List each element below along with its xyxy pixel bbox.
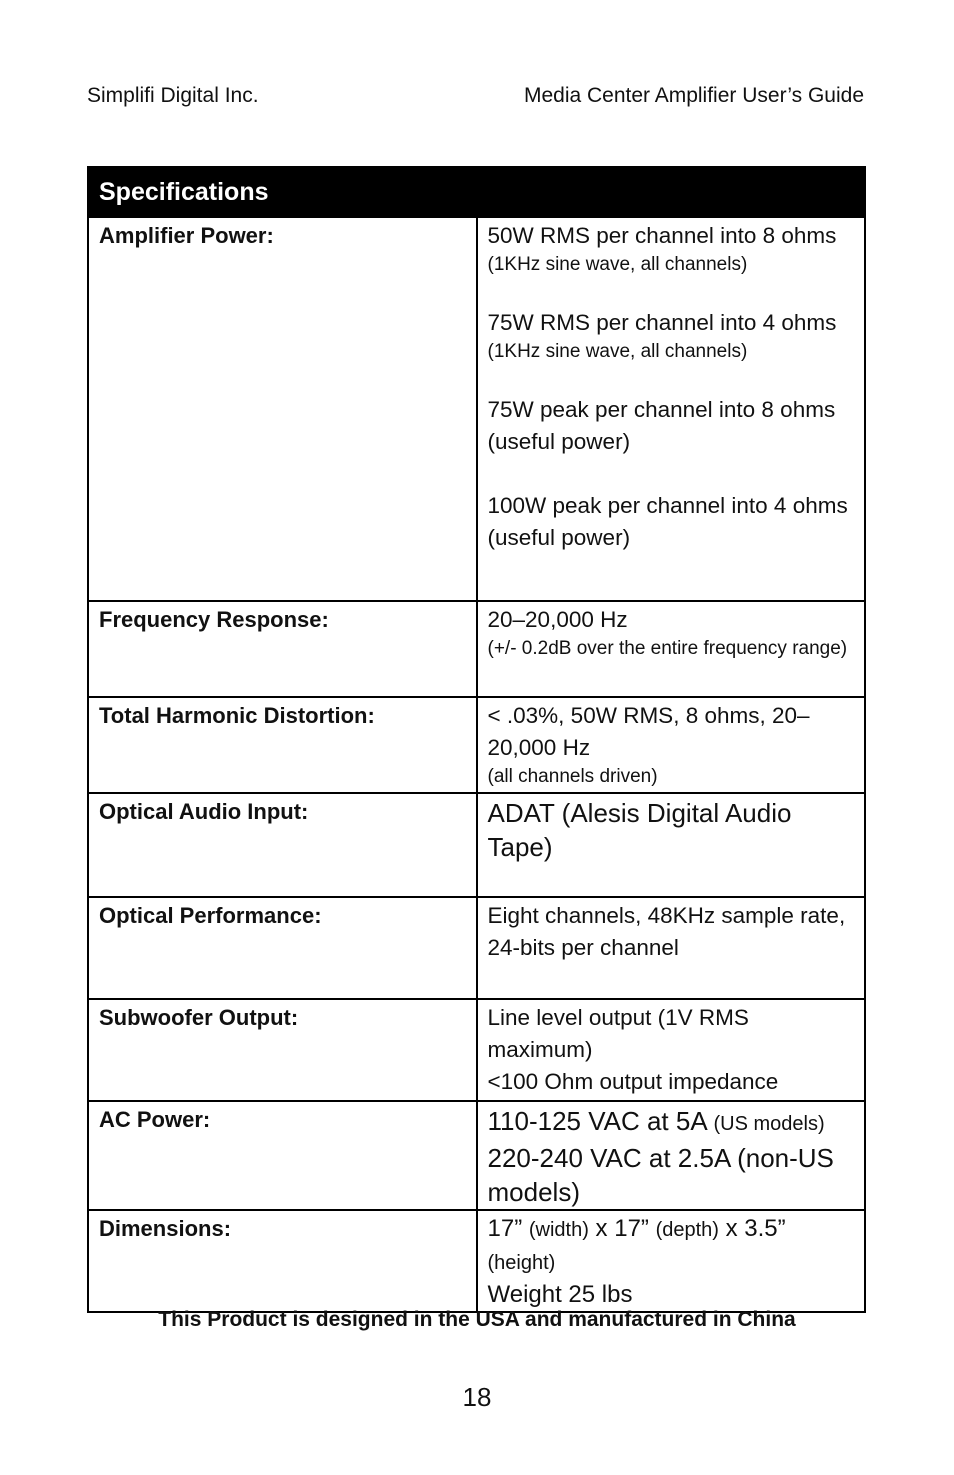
dim-depth-note: (depth) (655, 1219, 719, 1241)
spec-value (477, 1210, 866, 1312)
spec-label: Frequency Response: (88, 601, 477, 697)
spec-row-dimensions (88, 1210, 865, 1312)
spec-line: <100 Ohm output impedance (487, 1069, 779, 1094)
spec-main: < .03%, 50W RMS, 8 ohms, 20–20,000 Hz (487, 703, 810, 760)
spec-value (477, 793, 866, 897)
spec-row-optical-audio-input (88, 793, 865, 897)
spec-row-amplifier-power (88, 217, 865, 601)
spec-main: 75W peak per channel into 8 ohms (487, 397, 836, 422)
spec-line: Line level output (1V RMS maximum) (487, 1005, 749, 1062)
dim-depth-value: x 17” (595, 1215, 649, 1242)
spec-main: 100W peak per channel into 4 ohms (487, 493, 848, 518)
spec-row-optical-performance (88, 897, 865, 999)
spec-weight: Weight 25 lbs (487, 1281, 633, 1308)
spec-value (477, 217, 866, 601)
dim-height-value: x 3.5” (725, 1215, 786, 1242)
spec-label: Amplifier Power: (88, 217, 477, 601)
spec-note: (useful power) (487, 525, 631, 550)
spec-note: (all channels driven) (487, 766, 658, 787)
spec-main: 50W RMS per channel into 8 ohms (487, 223, 837, 248)
dim-width-note: (width) (528, 1219, 589, 1241)
header-company: Simplifi Digital Inc. (87, 84, 259, 107)
spec-row-ac-power (88, 1101, 865, 1210)
spec-label: Optical Performance: (88, 897, 477, 999)
spec-label: AC Power: (88, 1101, 477, 1210)
spec-main: 75W RMS per channel into 4 ohms (487, 310, 837, 335)
header-guide-title: Media Center Amplifier User’s Guide (523, 84, 864, 107)
spec-row-total-harmonic-distortion (88, 697, 865, 793)
dim-width-value: 17” (487, 1215, 523, 1242)
spec-note: (1KHz sine wave, all channels) (487, 254, 748, 275)
spec-label: Total Harmonic Distortion: (88, 697, 477, 793)
spec-value (477, 697, 866, 793)
spec-note: (+/- 0.2dB over the entire frequency range) (487, 638, 848, 659)
table-title: Specifications (88, 167, 865, 217)
spec-main: ADAT (Alesis Digital Audio Tape) (487, 798, 792, 862)
page-number: 18 (462, 1382, 492, 1412)
spec-value (477, 999, 866, 1101)
spec-row-frequency-response (88, 601, 865, 697)
spec-note: (1KHz sine wave, all channels) (487, 341, 748, 362)
spec-label: Subwoofer Output: (88, 999, 477, 1101)
dim-height-note: (height) (487, 1252, 556, 1274)
spec-label: Optical Audio Input: (88, 793, 477, 897)
spec-value: Eight channels, 48KHz sample rate, 24-bits per channel (477, 897, 866, 999)
spec-main: 110-125 VAC at 5A (487, 1106, 707, 1136)
spec-value (477, 601, 866, 697)
origin-note: This Product is designed in the USA and manufactured in China (158, 1308, 796, 1331)
spec-main: 20–20,000 Hz (487, 607, 628, 632)
specifications-table (87, 166, 866, 1313)
spec-note: (useful power) (487, 429, 631, 454)
spec-note: (US models) (713, 1113, 825, 1135)
spec-line: 220-240 VAC at 2.5A (non-US models) (487, 1143, 834, 1207)
spec-row-subwoofer-output (88, 999, 865, 1101)
spec-label: Dimensions: (88, 1210, 477, 1312)
spec-value (477, 1101, 866, 1210)
